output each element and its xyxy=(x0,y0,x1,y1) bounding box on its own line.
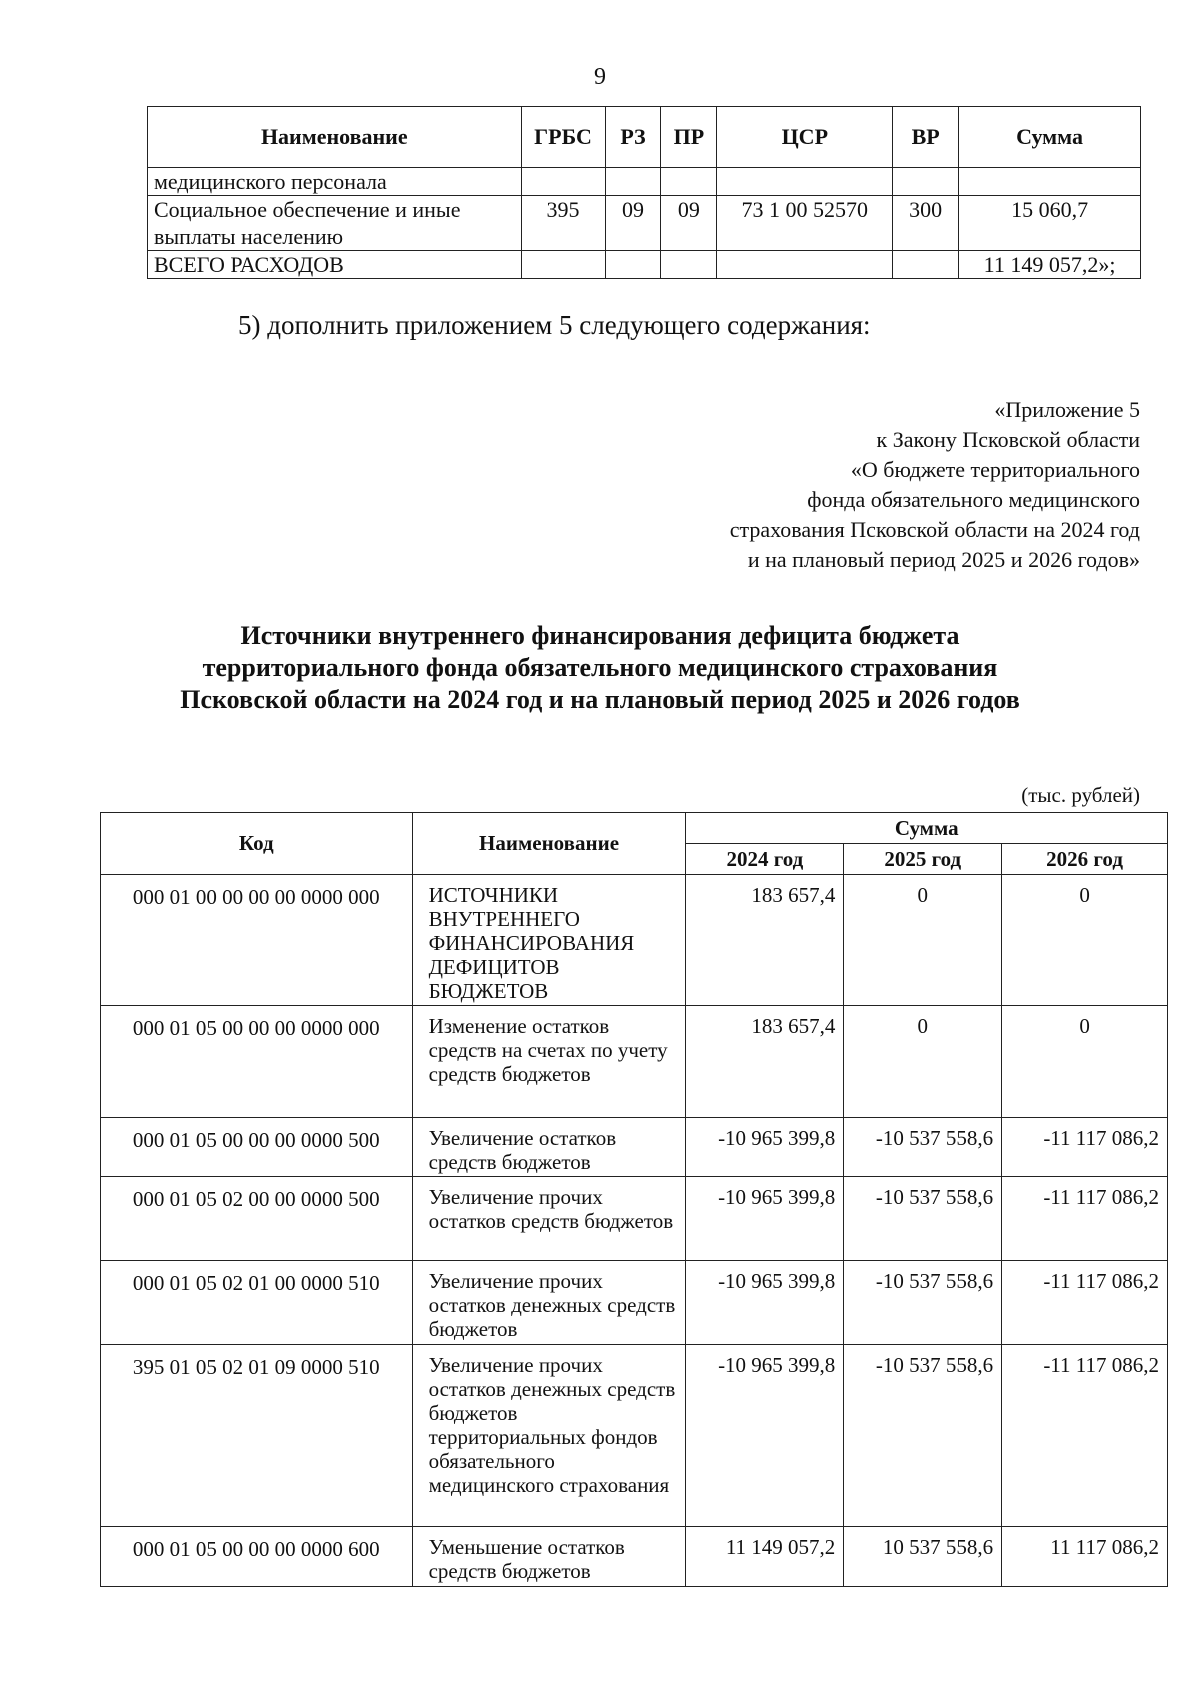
value-cell: 11 117 086,2 xyxy=(1002,1527,1168,1587)
value-cell: -11 117 086,2 xyxy=(1002,1261,1168,1345)
value-cell: -10 537 558,6 xyxy=(844,1177,1002,1261)
table-cell xyxy=(717,251,893,279)
table-row xyxy=(148,251,1141,279)
name-cell: Увеличение прочих остатков денежных средств бюджетов территориальных фондов обязательного медицинского страхования xyxy=(412,1345,686,1527)
code-cell: 000 01 05 02 00 00 0000 500 xyxy=(101,1177,413,1261)
table-cell xyxy=(661,168,717,196)
column-header-year: 2025 год xyxy=(844,844,1002,875)
column-header: ЦСР xyxy=(717,107,893,168)
table-cell xyxy=(521,251,605,279)
column-header: ПР xyxy=(661,107,717,168)
value-cell: -11 117 086,2 xyxy=(1002,1177,1168,1261)
column-header: Сумма xyxy=(959,107,1141,168)
column-header: ГРБС xyxy=(521,107,605,168)
code-cell: 000 01 05 00 00 00 0000 000 xyxy=(101,1006,413,1118)
value-cell: -11 117 086,2 xyxy=(1002,1345,1168,1527)
table-header-row xyxy=(101,813,1168,844)
name-cell: Увеличение остатков средств бюджетов xyxy=(412,1118,686,1177)
value-cell: 0 xyxy=(844,1006,1002,1118)
name-cell: Уменьшение остатков средств бюджетов xyxy=(412,1527,686,1587)
table-cell: 73 1 00 52570 xyxy=(717,196,893,251)
table-cell xyxy=(893,168,959,196)
title-line: территориального фонда обязательного медицинского страхования xyxy=(202,653,998,682)
code-cell: 000 01 05 00 00 00 0000 600 xyxy=(101,1527,413,1587)
table-row xyxy=(101,1345,1168,1527)
table-cell: 300 xyxy=(893,196,959,251)
table-cell xyxy=(605,251,661,279)
financing-sources-table xyxy=(100,812,1168,1587)
value-cell: 183 657,4 xyxy=(686,875,844,1006)
table-header-row xyxy=(148,107,1141,168)
page-number: 9 xyxy=(594,64,606,90)
appendix-line: «Приложение 5 xyxy=(994,397,1140,422)
document-title xyxy=(150,620,1050,716)
appendix-line: к Закону Псковской области xyxy=(876,427,1140,452)
appendix-header xyxy=(730,395,1140,575)
table-row xyxy=(101,875,1168,1006)
value-cell: -10 965 399,8 xyxy=(686,1177,844,1261)
table-cell: 15 060,7 xyxy=(959,196,1141,251)
name-cell: Увеличение прочих остатков денежных средств бюджетов xyxy=(412,1261,686,1345)
table-row xyxy=(101,1527,1168,1587)
value-cell: 183 657,4 xyxy=(686,1006,844,1118)
column-header: РЗ xyxy=(605,107,661,168)
instruction-text: 5) дополнить приложением 5 следующего содержания: xyxy=(238,310,871,340)
table-cell xyxy=(661,251,717,279)
appendix-line: страхования Псковской области на 2024 год xyxy=(729,517,1140,542)
title-line: Источники внутреннего финансирования дефицита бюджета xyxy=(240,621,960,650)
column-header-sum: Сумма xyxy=(686,813,1168,844)
table-cell xyxy=(717,168,893,196)
table-cell: 09 xyxy=(605,196,661,251)
table-cell xyxy=(959,168,1141,196)
title-line: Псковской области на 2024 год и на плановый период 2025 и 2026 годов xyxy=(180,685,1020,714)
code-cell: 395 01 05 02 01 09 0000 510 xyxy=(101,1345,413,1527)
value-cell: -10 537 558,6 xyxy=(844,1261,1002,1345)
expenses-table xyxy=(147,106,1141,279)
table-row xyxy=(148,196,1141,251)
table-row xyxy=(101,1177,1168,1261)
name-cell: ИСТОЧНИКИ ВНУТРЕННЕГО ФИНАНСИРОВАНИЯ ДЕФИЦИТОВ БЮДЖЕТОВ xyxy=(412,875,686,1006)
value-cell: -10 537 558,6 xyxy=(844,1345,1002,1527)
appendix-line: «О бюджете территориального xyxy=(850,457,1140,482)
column-header: ВР xyxy=(893,107,959,168)
name-cell: Увеличение прочих остатков средств бюджетов xyxy=(412,1177,686,1261)
table-cell: 09 xyxy=(661,196,717,251)
column-header-name: Наименование xyxy=(412,813,686,875)
column-header-year: 2026 год xyxy=(1002,844,1168,875)
value-cell: 0 xyxy=(1002,1006,1168,1118)
column-header-code: Код xyxy=(101,813,413,875)
value-cell: 0 xyxy=(1002,875,1168,1006)
code-cell: 000 01 05 02 01 00 0000 510 xyxy=(101,1261,413,1345)
table-row xyxy=(101,1118,1168,1177)
table-row xyxy=(101,1261,1168,1345)
value-cell: 10 537 558,6 xyxy=(844,1527,1002,1587)
column-header-year: 2024 год xyxy=(686,844,844,875)
value-cell: -10 537 558,6 xyxy=(844,1118,1002,1177)
table-cell: 395 xyxy=(521,196,605,251)
table-row xyxy=(101,1006,1168,1118)
column-header: Наименование xyxy=(148,107,522,168)
table-cell: медицинского персонала xyxy=(148,168,522,196)
table-cell xyxy=(521,168,605,196)
table-cell xyxy=(605,168,661,196)
unit-label: (тыс. рублей) xyxy=(1021,783,1140,807)
appendix-line: и на плановый период 2025 и 2026 годов» xyxy=(747,547,1140,572)
name-cell: Изменение остатков средств на счетах по учету средств бюджетов xyxy=(412,1006,686,1118)
value-cell: 0 xyxy=(844,875,1002,1006)
appendix-line: фонда обязательного медицинского xyxy=(807,487,1140,512)
table-cell: Социальное обеспечение и иные выплаты населению xyxy=(148,196,522,251)
table-cell: ВСЕГО РАСХОДОВ xyxy=(148,251,522,279)
value-cell: 11 149 057,2 xyxy=(686,1527,844,1587)
value-cell: -10 965 399,8 xyxy=(686,1261,844,1345)
table-cell: 11 149 057,2»; xyxy=(959,251,1141,279)
value-cell: -10 965 399,8 xyxy=(686,1118,844,1177)
table-row xyxy=(148,168,1141,196)
code-cell: 000 01 00 00 00 00 0000 000 xyxy=(101,875,413,1006)
value-cell: -11 117 086,2 xyxy=(1002,1118,1168,1177)
value-cell: -10 965 399,8 xyxy=(686,1345,844,1527)
code-cell: 000 01 05 00 00 00 0000 500 xyxy=(101,1118,413,1177)
table-cell xyxy=(893,251,959,279)
